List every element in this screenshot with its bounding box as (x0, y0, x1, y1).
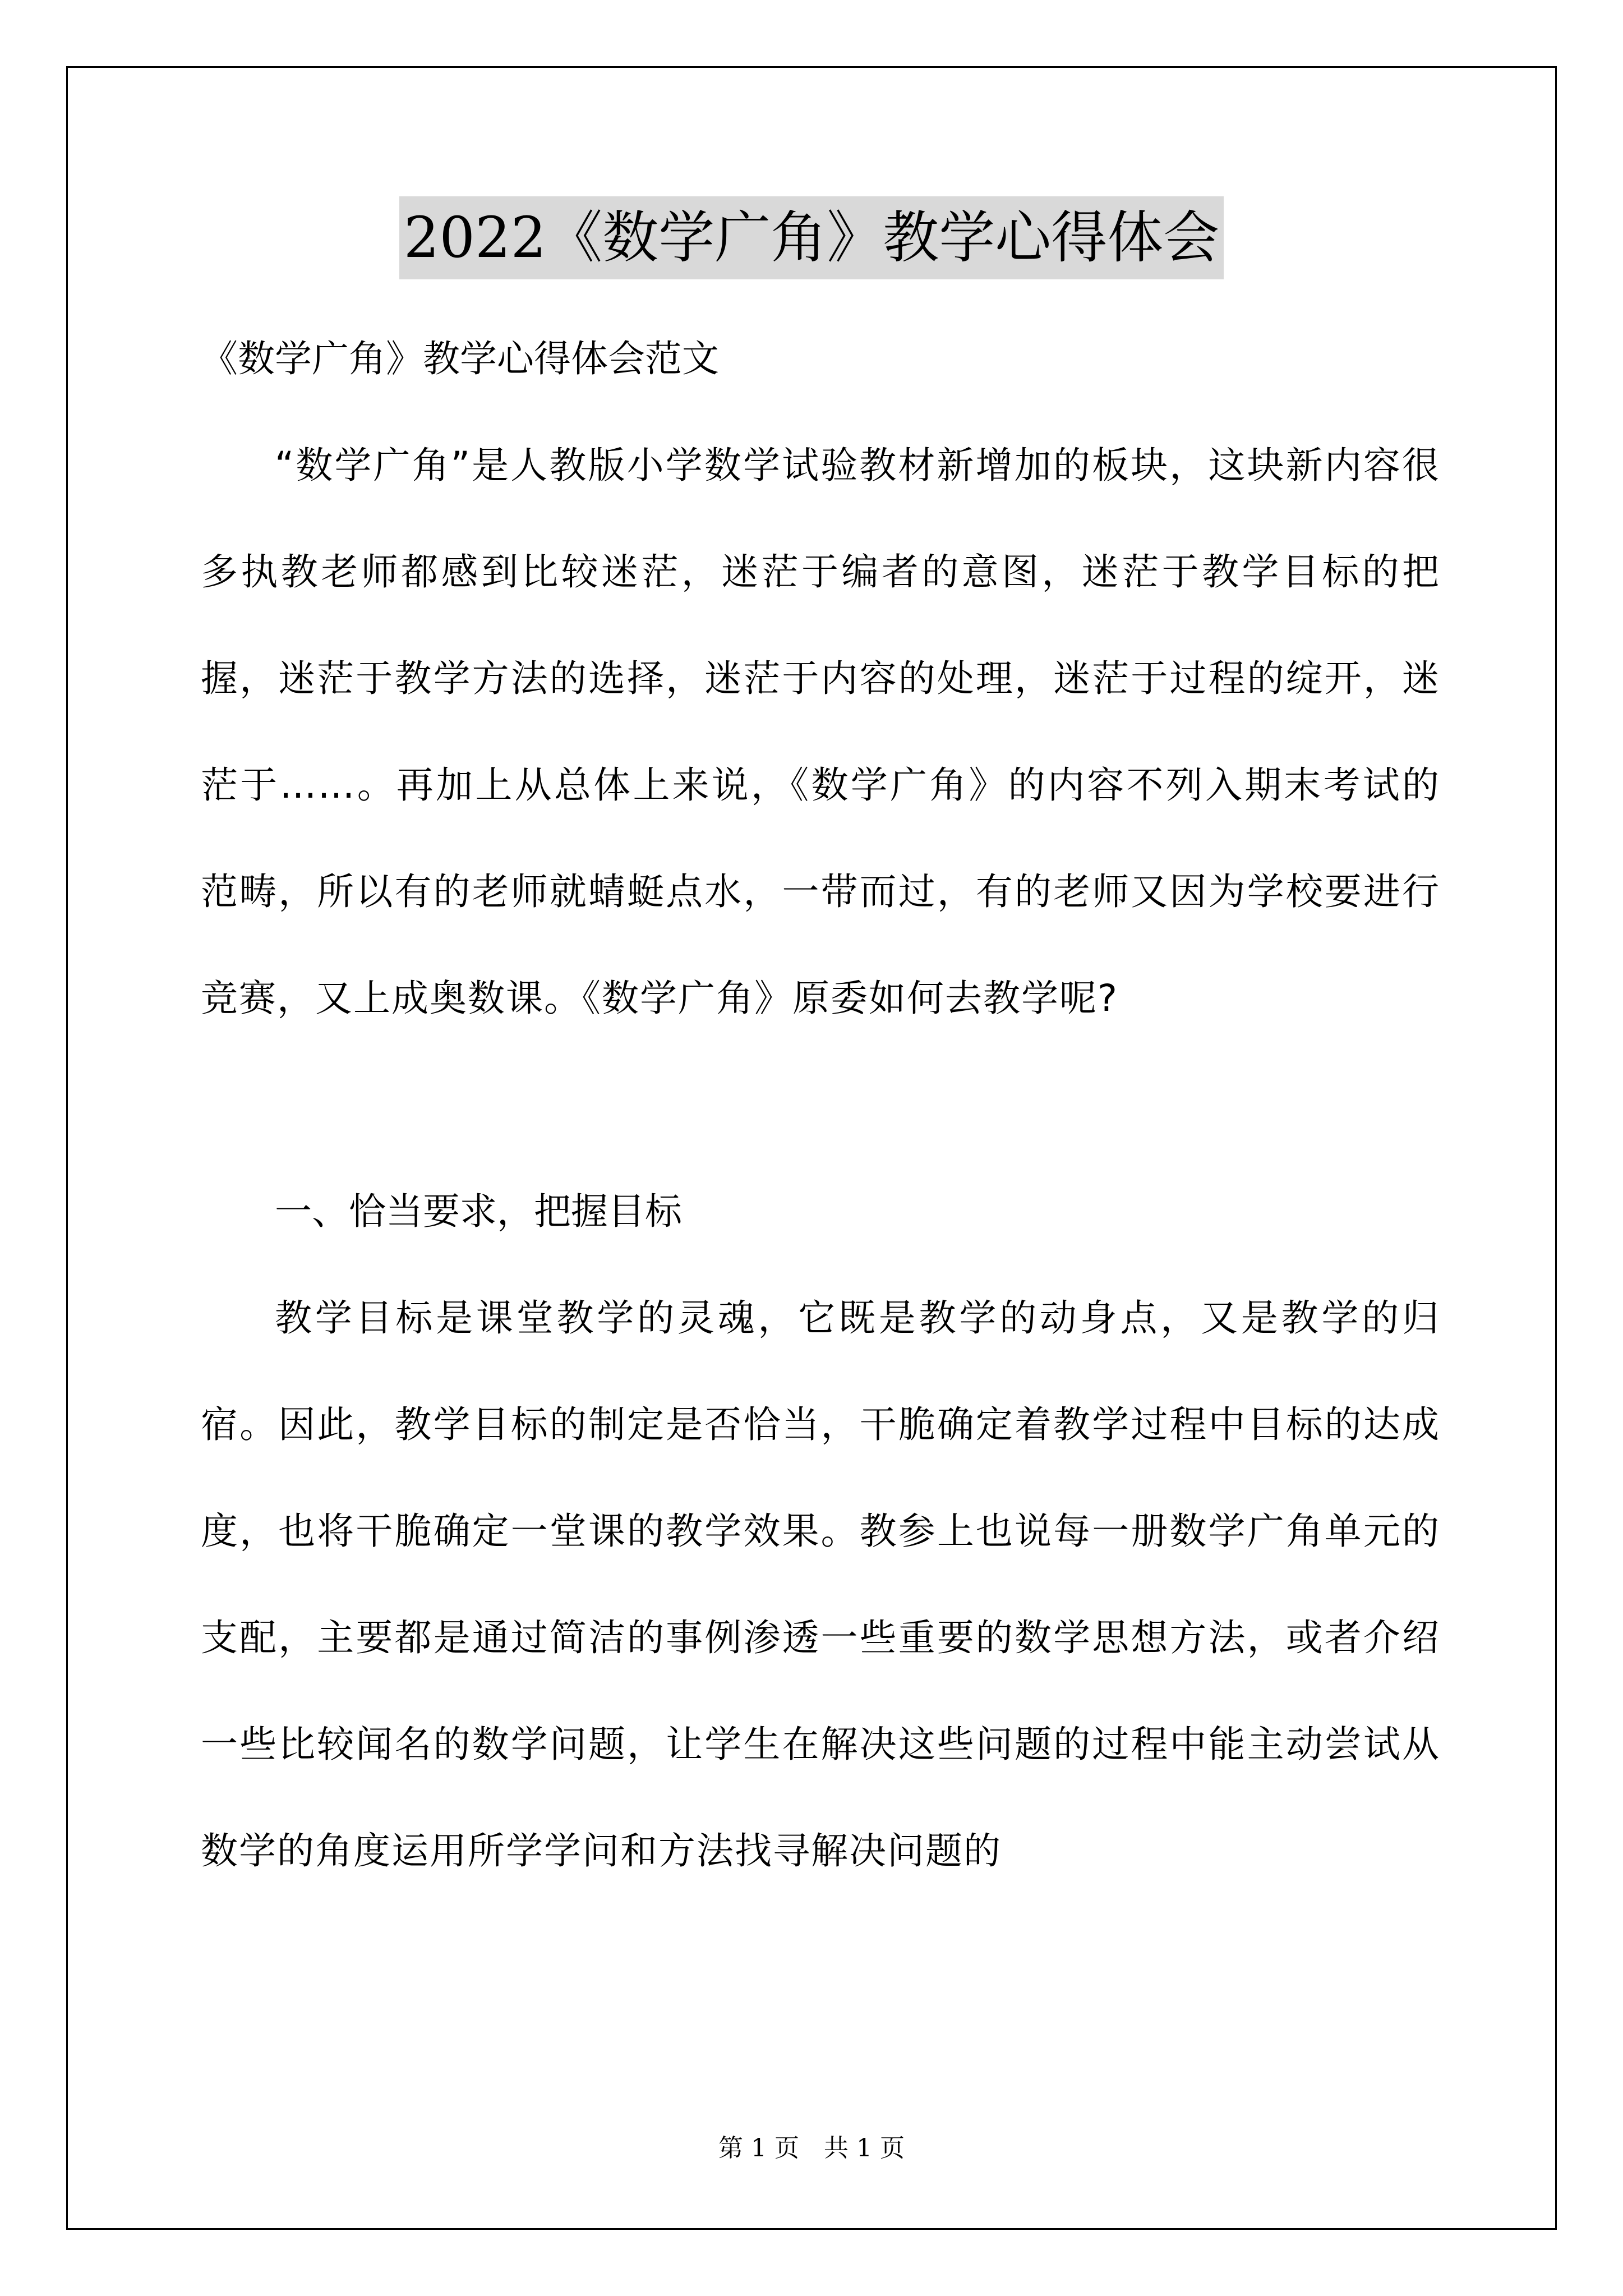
intro-paragraph: “数学广角”是人教版小学数学试验教材新增加的板块，这块新内容很多执教老师都感到比较迷茫，迷茫于编者的意图，迷茫于教学目标的把握，迷茫于教学方法的选择，迷茫于内容的处理，迷茫于过程的绽开，迷茫于……。再加上从总体上来说，《数学广角》的内容不列入期末考试的范畴，所以有的老师就蜻蜓点水，一带而过，有的老师又因为学校要进行竞赛，又上成奥数课。《数学广角》原委如何去教学呢? (201, 444, 1440, 1020)
section-heading-1: 一、恰当要求，把握目标 (275, 1190, 682, 1233)
document-body (201, 306, 1440, 1904)
title-container (0, 196, 1623, 279)
document-subtitle: 《数学广角》教学心得体会范文 (201, 337, 719, 380)
section-1-paragraph: 教学目标是课堂教学的灵魂，它既是教学的动身点，又是教学的归宿。因此，教学目标的制定是否恰当，干脆确定着教学过程中目标的达成度，也将干脆确定一堂课的教学效果。教参上也说每一册数学广角单元的支配，主要都是通过简洁的事例渗透一些重要的数学思想方法，或者介绍一些比较闻名的数学问题，让学生在解决这些问题的过程中能主动尝试从数学的角度运用所学学问和方法找寻解决问题的 (201, 1296, 1440, 1872)
page-footer: 第 1 页 共 1 页 (718, 2134, 905, 2162)
document-title: 2022《数学广角》教学心得体会 (399, 196, 1224, 279)
